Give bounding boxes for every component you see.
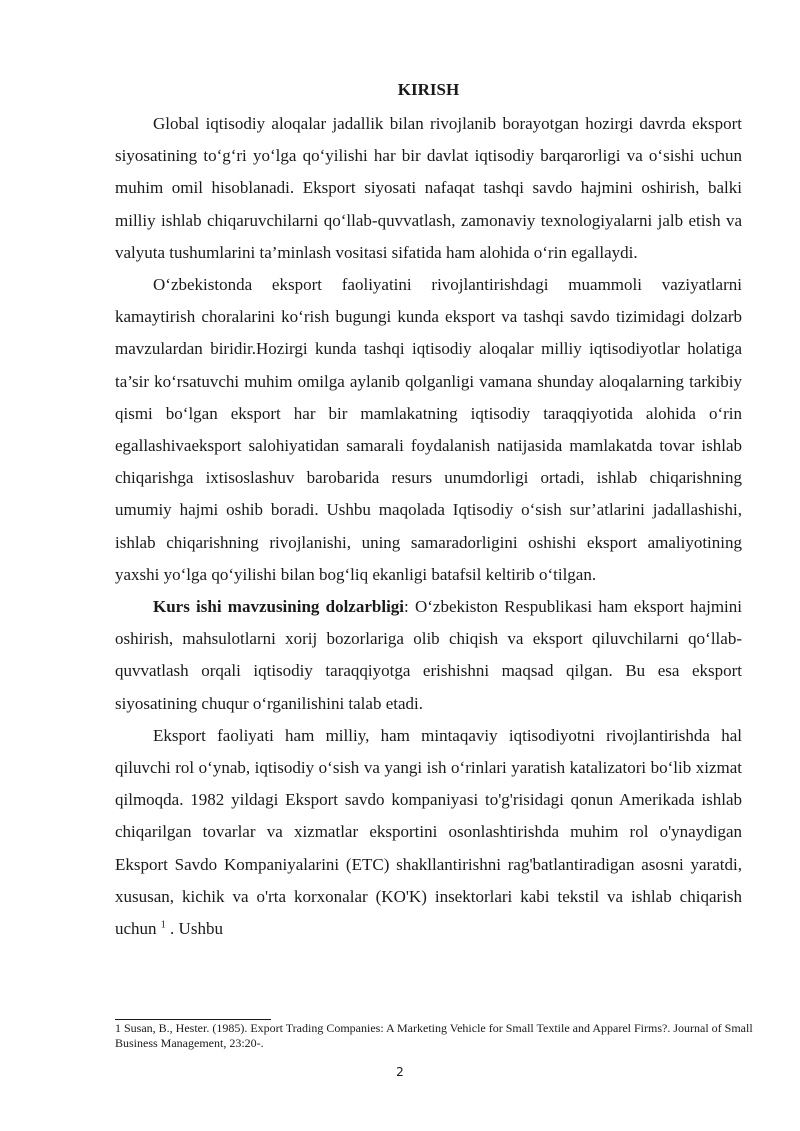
paragraph-2: O‘zbekistonda eksport faoliyatini rivojlantirishdagi muammoli vaziyatlarni kamaytirish choralarini ko‘rish bugungi kunda eksport va tashqi savdo tizimidagi dolzarb mavzulardan biridir.Hozirgi kunda tashqi iqtisodiy aloqalar milliy iqtisodiyotlar holatiga ta’sir ko‘rsatuvchi muhim omilga aylanib qolganligi vamana shunday aloqalarning tarkibiy qismi bo‘lgan eksport har bir mamlakatning iqtisodiy taraqqiyotida alohida o‘rin egallashivaeksport salohiyatidan samarali foydalanish natijasida mamlakatda tovar ishlab chiqarishga ixtisoslashuv barobarida resurs unumdorligi ortadi, ishlab chiqarishning umumiy hajmi oshib boradi. Ushbu maqolada Iqtisodiy o‘sish sur’atlarini jadallashishi, ishlab chiqarishning rivojlanishi, uning samaradorligini oshishi eksport amaliyotining yaxshi yo‘lga qo‘yilishi bilan bog‘liq ekanligi batafsil keltirib o‘tilgan.	[115, 275, 742, 584]
paragraph-4-text: Eksport faoliyati ham milliy, ham mintaqaviy iqtisodiyotni rivojlantirishda hal qiluvchi rol o‘ynab, iqtisodiy o‘sish va yangi ish o‘rinlari yaratish katalizatori bo‘lib xizmat qilmoqda. 1982 yildagi Eksport savdo kompaniyasi to'g'risidagi qonun Amerikada ishlab chiqarilgan tovarlar va xizmatlar eksportini osonlashtirishda muhim rol o'ynaydigan Eksport Savdo Kompaniyalarini (ETC) shakllantirishni rag'batlantiradigan asosni yaratdi, xususan, kichik va o'rta korxonalar (KO'K) insektorlari kabi tekstil va ishlab chiqarish uchun	[115, 725, 742, 939]
page-number: 2	[396, 1065, 404, 1079]
page-body	[115, 79, 742, 945]
paragraph-1: Global iqtisodiy aloqalar jadallik bilan rivojlanib borayotgan hozirgi davrda eksport siyosatining to‘g‘ri yo‘lga qo‘yilishi har bir davlat iqtisodiy barqarorligi va o‘sishi uchun muhim omil hisoblanadi. Eksport siyosati nafaqat tashqi savdo hajmini oshirish, balki milliy ishlab chiqaruvchilarni qo‘llab-quvvatlash, zamonaviy texnologiyalarni jalb etish va valyuta tushumlarini ta’minlash vositasi sifatida ham alohida o‘rin egallaydi.	[115, 114, 742, 262]
footnote: 1 Susan, B., Hester. (1985). Export Trading Companies: A Marketing Vehicle for Small Textile and Apparel Firms?. Journal of Small Business Management, 23:20-.	[115, 1021, 753, 1050]
paragraph-4-tail: . Ushbu	[170, 919, 223, 939]
footnote-reference[interactable]: 1	[160, 919, 166, 931]
footnote-divider	[115, 1019, 271, 1020]
paragraph-4	[115, 720, 742, 945]
relevance-heading: Kurs ishi mavzusining dolzarbligi	[153, 597, 405, 617]
paragraph-3	[115, 591, 742, 720]
section-title: KIRISH	[397, 80, 460, 99]
paragraph-3-text: : O‘zbekiston Respublikasi ham eksport hajmini oshirish, mahsulotlarni xorij bozorlariga olib chiqish va eksport qiluvchilarni qo‘llab-quvvatlash orqali iqtisodiy taraqqiyotga erishishni maqsad qilgan. Bu esa eksport siyosatining chuqur o‘rganilishini talab etadi.	[115, 597, 742, 713]
